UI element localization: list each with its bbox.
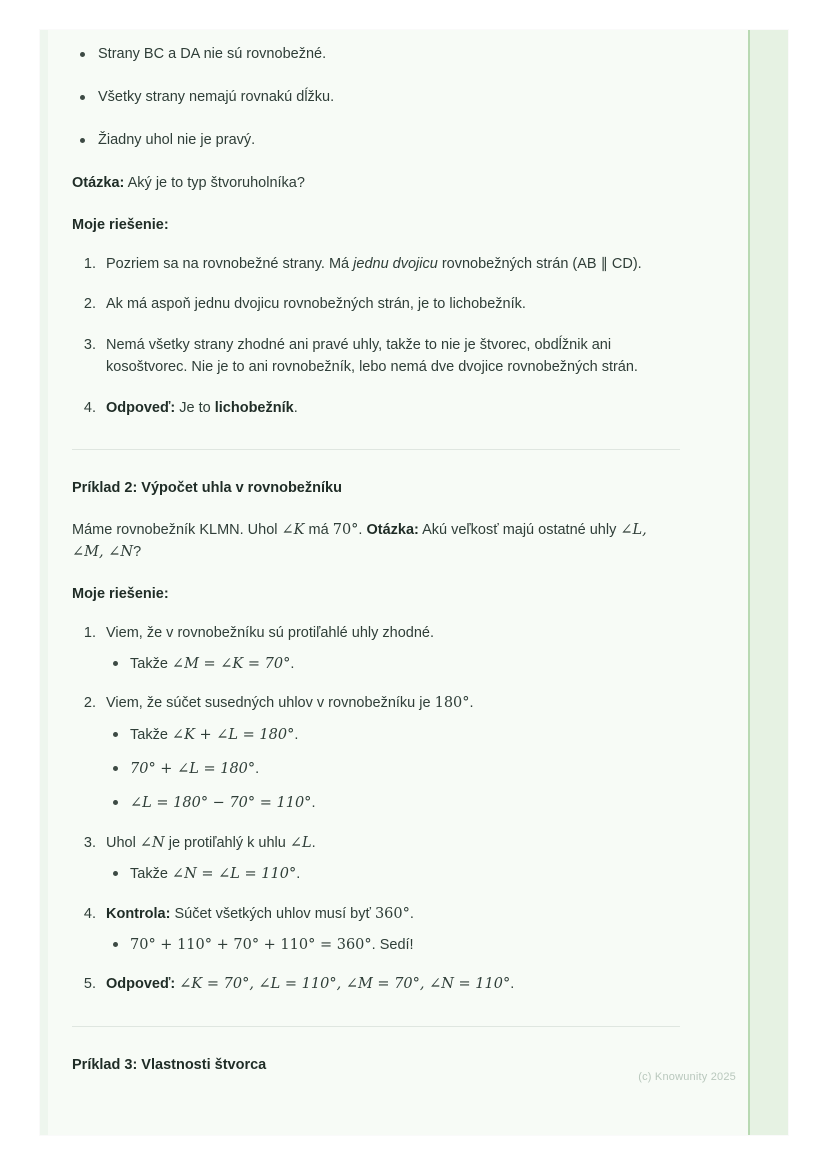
sub-end: . [311, 795, 316, 812]
step-text-part: rovnobežných strán (AB ∥ CD). [437, 255, 642, 272]
example3-title: Príklad 3: Vlastnosti štvorca [72, 1056, 267, 1073]
list-item: Strany BC a DA nie sú rovnobežné. [72, 44, 680, 65]
question-label: Otázka: [72, 175, 125, 192]
list-item [100, 973, 680, 995]
example1-steps-list [72, 253, 680, 419]
sub-list [106, 654, 680, 674]
equation: 360° [374, 905, 410, 922]
sub-text: Takže [130, 656, 172, 673]
list-item: 3. Nemá všetky strany zhodné ani pravé uhly, takže to nie je štvorec, obdĺžnik ani kosoštvorec. Nie je to ani rovnobežník, lebo nemá dve dvojice rovnobežných strán. [100, 334, 680, 379]
answer-equation: ∠K = 70°, ∠L = 110°, ∠M = 70°, ∠N = 110° [179, 976, 511, 993]
list-item: Žiadny uhol nie je pravý. [72, 130, 680, 151]
list-item [106, 759, 680, 779]
question-paragraph [72, 173, 680, 195]
section-divider [72, 1026, 680, 1027]
page-left-accent-strip [40, 30, 48, 1135]
step-text: Viem, že v rovnobežníku sú protiľahlé uhly zhodné. [106, 624, 434, 641]
intro-part: . [358, 522, 367, 539]
sub-end: . Sedí! [371, 937, 414, 953]
list-item [106, 793, 680, 813]
question-text: Aký je to typ štvoruholníka? [124, 175, 305, 192]
answer-label: Odpoveď: [106, 976, 176, 993]
angle-k: ∠K [281, 522, 305, 539]
document-content [72, 30, 680, 1135]
intro-part: Akú veľkosť majú ostatné uhly [418, 522, 621, 539]
equation: 70° + 110° + 70° + 110° = 360° [130, 937, 372, 953]
list-item [106, 725, 680, 745]
equation: ∠N = ∠L = 110° [171, 866, 297, 883]
step-end: . [311, 834, 316, 851]
list-item [100, 253, 680, 275]
sub-end: . [296, 866, 301, 883]
question-label: Otázka: [366, 522, 419, 539]
example2-steps-list [72, 622, 680, 996]
angles-list: ∠L, ∠M, ∠N [72, 522, 647, 560]
check-label: Kontrola: [106, 905, 171, 922]
section-divider [72, 449, 680, 450]
step-emphasis: jednu dvojicu [353, 255, 438, 272]
angle-l: ∠L [289, 834, 312, 851]
sub-end: . [294, 726, 299, 743]
list-item [100, 692, 680, 813]
page-footer-copyright: (c) Knowunity 2025 [638, 1071, 736, 1083]
step-text: Súčet všetkých uhlov musí byť [170, 905, 375, 922]
sub-end: . [290, 656, 295, 673]
example2-intro-paragraph [72, 520, 680, 564]
list-item [100, 397, 680, 419]
step-end: . [469, 695, 474, 712]
step-end: . [409, 905, 414, 922]
equation: ∠M = ∠K = 70° [171, 656, 291, 673]
answer-text: Je to [175, 399, 215, 416]
intro-bullet-list [72, 44, 680, 151]
equation: ∠L = 180° − 70° = 110° [130, 795, 312, 812]
angle-k-value: 70° [332, 522, 359, 539]
sub-end: . [255, 761, 260, 778]
answer-end: . [293, 399, 298, 416]
sub-list [106, 864, 680, 884]
sub-text: Takže [130, 866, 172, 883]
example2-title: Príklad 2: Výpočet uhla v rovnobežníku [72, 480, 342, 497]
step-text: je protiľahlý k uhlu [164, 834, 290, 851]
answer-end: . [510, 976, 515, 993]
list-item [100, 903, 680, 956]
equation: ∠K + ∠L = 180° [171, 726, 295, 743]
step-text: Uhol [106, 834, 140, 851]
equation: 180° [434, 695, 470, 712]
answer-value: lichobežník [214, 399, 294, 416]
sub-text: Takže [130, 726, 172, 743]
sub-list [106, 935, 680, 955]
intro-part: Máme rovnobežník KLMN. Uhol [72, 522, 282, 539]
equation: 70° + ∠L = 180° [130, 761, 256, 778]
list-item: Všetky strany nemajú rovnakú dĺžku. [72, 87, 680, 108]
step-text-part: Pozriem sa na rovnobežné strany. Má [106, 255, 354, 272]
list-item [106, 864, 680, 884]
page-right-accent-strip [748, 30, 788, 1135]
solution-heading: Moje riešenie: [72, 216, 169, 233]
angle-n: ∠N [139, 834, 165, 851]
list-item [106, 935, 680, 955]
sub-list [106, 725, 680, 814]
list-item [106, 654, 680, 674]
example2-solution-heading: Moje riešenie: [72, 585, 169, 602]
step-text: Viem, že súčet susedných uhlov v rovnobežníku je [106, 695, 435, 712]
list-item: 2. Ak má aspoň jednu dvojicu rovnobežných strán, je to lichobežník. [100, 293, 680, 315]
list-item [100, 832, 680, 885]
list-item [100, 622, 680, 675]
intro-part: má [304, 522, 333, 539]
document-page [40, 30, 788, 1135]
answer-label: Odpoveď: [106, 399, 176, 416]
intro-part: ? [133, 543, 142, 560]
